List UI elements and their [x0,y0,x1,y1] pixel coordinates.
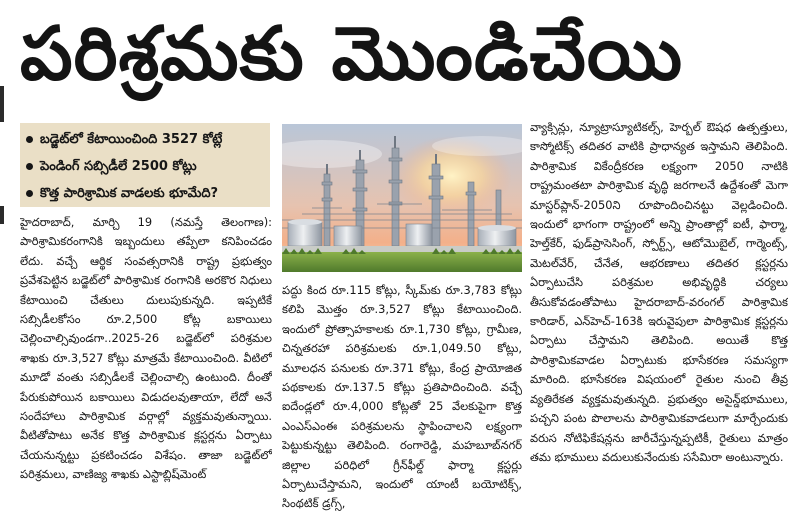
article-paragraph: వ్యాక్సిన్లు, న్యూట్రాస్యూటికల్స్, హెర్బల్ ఔషధ ఉత్పత్తులు, కాస్మోటిక్స్ తదితర వాటికి ప్రాధాన్యత ఇస్తామని తెలిపింది. పారిశ్రామిక వికేంద్రీకరణ లక్ష్యంగా 2050 నాటికి రాష్ట్రమంతటా పారిశ్రామిక వృద్ధి జరగాలనే ఉద్దేశంతో మెగా మాస్టర్‌ప్లాన్-2050ని రూపొందించినట్టు వెల్లడించింది. ఇందులో భాగంగా రాష్ట్రంలో అన్ని ప్రాంతాల్లో ఐటీ, ఫార్మా, హెల్త్‌కేర్, ఫుడ్‌ప్రాసెసింగ్, స్పోర్ట్స్, ఆటోమొబైల్, గార్మెంట్స్, మెటల్‌వేర్, చేనేత, ఆభరణాలు తదితర క్లస్టర్లను ఏర్పాటుచేసి పరిశ్రమల అభివృద్ధికి చర్యలు తీసుకోవడంతోపాటు హైదరాబాద్-వరంగల్ పారిశ్రామిక కారిడార్, ఎన్‌హెచ్-163కి ఇరువైపులా పారిశ్రామిక క్లస్టర్లను ఏర్పాటు చేస్తామని తెలిపింది. అయితే కొత్త పారిశ్రామికవాడల ఏర్పాటుకు భూసేకరణ సమస్యగా మారింది. భూసేకరణ విషయంలో రైతుల నుంచి తీవ్ర వ్యతిరేకత వ్యక్తమవుతున్నది. ప్రభుత్వం అసైన్డ్‌భూములు, పచ్చని పంట పొలాలను పారిశ్రామికవాడలుగా మార్చేందుకు వరుస నోటిఫికేషన్లను జారీచేస్తున్నప్పటికీ, రైతులు మాత్రం తమ భూములు వదులుకునేందుకు ససేమిరా అంటున్నారు. [530,120,788,464]
highlight-text: బడ్జెట్‌లో కేటాయించింది 3527 కోట్లే [40,132,223,147]
page-edge-mark [0,86,4,122]
article-column-3 [530,118,788,512]
highlight-item [26,180,270,207]
headline: పరిశ్రమకు మొండిచేయి [20,11,684,97]
highlight-text: కొత్త పారిశ్రామిక వాడలకు భూమేది? [40,186,219,201]
bullet-icon [26,136,33,143]
highlight-item [26,153,270,180]
article-paragraph: పద్దు కింద రూ.115 కోట్లు, స్కీమ్‌కు రూ.3,783 కోట్లు కలిపి మొత్తం రూ.3,527 కోట్లు కేటాయించింది. ఇందులో ప్రోత్సాహకాలకు రూ.1,730 కోట్లు, గ్రామీణ, చిన్నతరహా పరిశ్రమలకు రూ.1,049.50 కోట్లు, మూలధన పనులకు రూ.371 కోట్లు, కేంద్ర ప్రాయోజిత పథకాలకు రూ.137.5 కోట్లు ప్రతిపాదించింది. వచ్చే ఐదేండ్లలో రూ.4,000 కోట్లతో 25 వేలకుపైగా కొత్త ఎంఎస్‌ఎంఈ పరిశ్రమలను స్థాపించాలని లక్ష్యంగా పెట్టుకున్నట్టు తెలిపింది. రంగారెడ్డి, మహబూబ్‌నగర్ జిల్లాల పరిధిలో గ్రీన్‌ఫీల్డ్ ఫార్మా క్లస్టర్లు ఏర్పాటుచేస్తామని, ఇందులో యాంటీ బయోటిక్స్, సింథటిక్ డ్రగ్స్, [282,283,522,511]
page-edge-mark [0,206,4,224]
article-paragraph: హైదరాబాద్, మార్చి 19 (నమస్తే తెలంగాణ): పారిశ్రామికరంగానికి ఇబ్బందులు తప్పేలా కనిపించడం లేదు. వచ్చే ఆర్థిక సంవత్సరానికి రాష్ట్ర ప్రభుత్వం ప్రవేశపెట్టిన బడ్జెట్‌లో పారిశ్రామిక రంగానికి అరకొర నిధులు కేటాయించి చేతులు దులుపుకున్నది. ఇప్పటికే సబ్సిడీలకోసం రూ.2,500 కోట్ల బకాయిలు చెల్లించాల్సివుండగా..2025-26 బడ్జెట్‌లో పరిశ్రమల శాఖకు రూ.3,527 కోట్లు మాత్రమే కేటాయించింది. వీటిలో మూడో వంతు సబ్సిడీలకే చెల్లించాల్సి ఉంటుంది. దీంతో పేరుకుపోయిన బకాయిలు విడుదలవుతాయా, లేదో అనే సందేహాలు పారిశ్రామిక వర్గాల్లో వ్యక్తమవుతున్నాయి. వీటితోపాటు అనేక కొత్త పారిశ్రామిక క్లస్టర్లను ఏర్పాటు చేయనున్నట్టు ప్రకటించడం విశేషం. తాజా బడ్జెట్‌లో పరిశ్రమలు, వాణిజ్య శాఖకు ఎస్టాబ్లిష్‌మెంట్ [20,215,272,482]
article-column-2 [282,281,522,512]
highlight-text: పెండింగ్ సబ్సిడీలే 2500 కోట్లు [40,159,197,174]
highlights-box [20,123,270,207]
refinery-photo [282,124,522,272]
highlight-item [26,126,270,153]
bullet-icon [26,190,33,197]
bullet-icon [26,163,33,170]
article-column-1 [20,213,272,512]
